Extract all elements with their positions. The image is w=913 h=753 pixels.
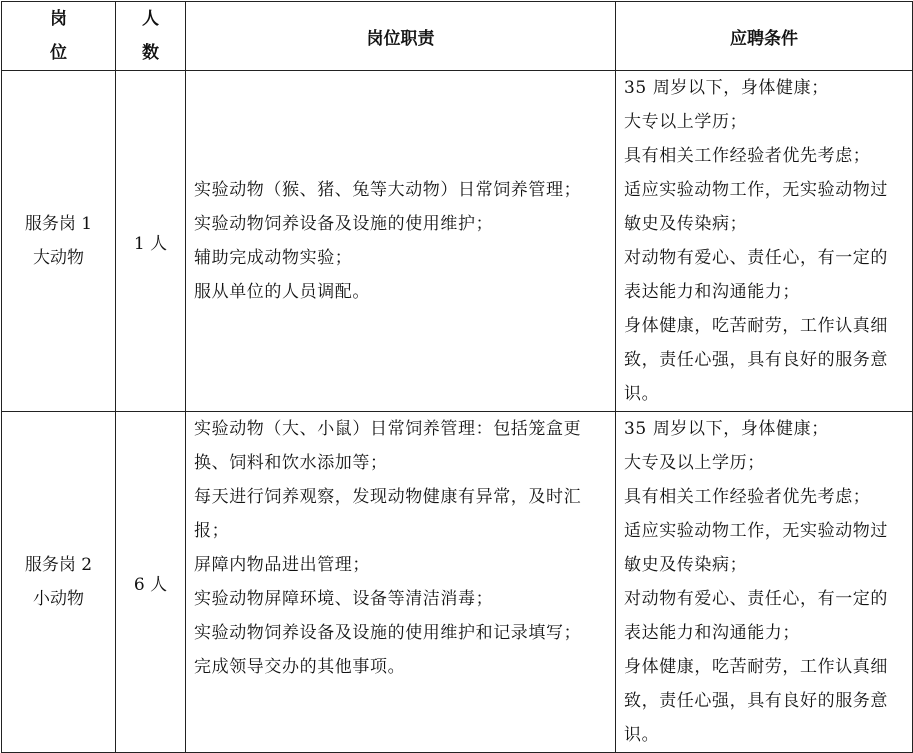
- requirement-line: 适应实验动物工作，无实验动物过: [624, 180, 888, 200]
- duty-line: 实验动物（猴、猪、兔等大动物）日常饲养管理；: [194, 180, 582, 200]
- requirement-line: 具有相关工作经验者优先考虑；: [624, 146, 871, 166]
- position-line: 服务岗 1: [24, 214, 93, 234]
- duties-cell: [186, 71, 616, 412]
- requirement-line: 敏史及传染病；: [624, 555, 748, 575]
- duty-line: 每天进行饲养观察，发现动物健康有异常，及时汇: [194, 487, 582, 507]
- duty-line: 报；: [194, 521, 230, 541]
- duty-line: 实验动物屏障环境、设备等清洁消毒；: [194, 589, 494, 609]
- header-count: [116, 2, 186, 71]
- header-row: [2, 2, 913, 71]
- requirement-line: 敏史及传染病；: [624, 214, 748, 234]
- requirement-line: 身体健康，吃苦耐劳，工作认真细: [624, 316, 888, 336]
- header-count-line: 数: [142, 43, 159, 63]
- duty-line: 实验动物（大、小鼠）日常饲养管理：包括笼盒更: [194, 419, 582, 439]
- requirement-line: 对动物有爱心、责任心，有一定的: [624, 589, 888, 609]
- table-row: [2, 412, 913, 753]
- position-cell: [2, 412, 116, 753]
- count-cell: 6 人: [116, 412, 186, 753]
- header-position-line: 岗: [50, 9, 67, 29]
- requirement-line: 大专以上学历；: [624, 112, 748, 132]
- header-position: [2, 2, 116, 71]
- position-cell: [2, 71, 116, 412]
- duty-line: 屏障内物品进出管理；: [194, 555, 370, 575]
- position-line: 小动物: [33, 589, 84, 609]
- requirement-line: 适应实验动物工作，无实验动物过: [624, 521, 888, 541]
- count-cell: 1 人: [116, 71, 186, 412]
- duty-line: 换、饲料和饮水添加等；: [194, 453, 388, 473]
- requirement-line: 表达能力和沟通能力；: [624, 623, 800, 643]
- duty-line: 辅助完成动物实验；: [194, 248, 353, 268]
- requirement-line: 表达能力和沟通能力；: [624, 282, 800, 302]
- requirement-line: 致，责任心强，具有良好的服务意: [624, 350, 888, 370]
- recruitment-table: [1, 1, 913, 753]
- requirement-line: 身体健康，吃苦耐劳，工作认真细: [624, 657, 888, 677]
- duty-line: 实验动物饲养设备及设施的使用维护和记录填写；: [194, 623, 582, 643]
- position-line: 大动物: [33, 248, 84, 268]
- header-duties: 岗位职责: [186, 2, 616, 71]
- header-count-line: 人: [142, 9, 159, 29]
- duty-line: 服从单位的人员调配。: [194, 282, 370, 302]
- requirement-line: 对动物有爱心、责任心，有一定的: [624, 248, 888, 268]
- requirements-cell: [616, 71, 913, 412]
- requirement-line: 35 周岁以下，身体健康；: [624, 78, 829, 98]
- requirement-line: 大专及以上学历；: [624, 453, 765, 473]
- header-requirements: 应聘条件: [616, 2, 913, 71]
- requirement-line: 识。: [624, 384, 660, 404]
- table-row: [2, 71, 913, 412]
- duty-line: 完成领导交办的其他事项。: [194, 657, 406, 677]
- requirements-cell: [616, 412, 913, 753]
- requirement-line: 具有相关工作经验者优先考虑；: [624, 487, 871, 507]
- duties-cell: [186, 412, 616, 753]
- requirement-line: 35 周岁以下，身体健康；: [624, 419, 829, 439]
- requirement-line: 识。: [624, 725, 660, 745]
- header-position-line: 位: [50, 43, 67, 63]
- duty-line: 实验动物饲养设备及设施的使用维护；: [194, 214, 494, 234]
- position-line: 服务岗 2: [24, 555, 93, 575]
- requirement-line: 致，责任心强，具有良好的服务意: [624, 691, 888, 711]
